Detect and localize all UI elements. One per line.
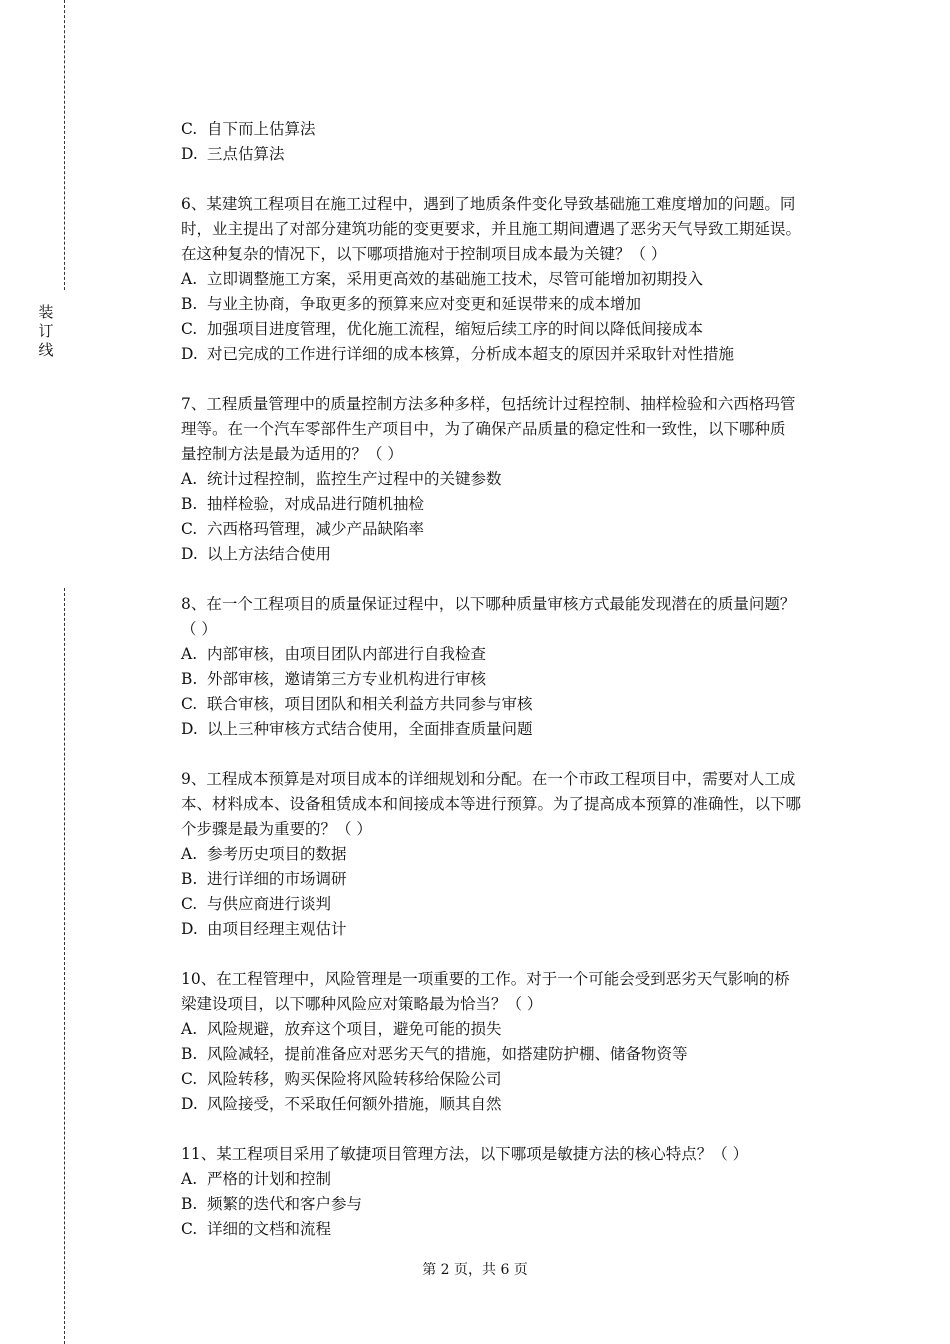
option-c: C. 联合审核，项目团队和相关利益方共同参与审核	[181, 695, 533, 713]
option-c: C. 与供应商进行谈判	[181, 895, 332, 913]
option-a: A. 内部审核，由项目团队内部进行自我检查	[181, 645, 487, 663]
option-b: B. 频繁的迭代和客户参与	[181, 1195, 363, 1213]
question-stem: 10、在工程管理中，风险管理是一项重要的工作。对于一个可能会受到恶劣天气影响的桥	[181, 970, 790, 988]
binding-dashed-line-bottom	[64, 588, 65, 1344]
binding-dashed-line-top	[64, 0, 65, 290]
option-a: A. 参考历史项目的数据	[181, 845, 347, 863]
question-9	[181, 767, 851, 942]
question-stem: 6、某建筑工程项目在施工过程中，遇到了地质条件变化导致基础施工难度增加的问题。同	[181, 195, 796, 213]
leading-options	[181, 117, 851, 167]
option-c: C. 加强项目进度管理，优化施工流程，缩短后续工序的时间以降低间接成本	[181, 320, 704, 338]
question-stem: 11、某工程项目采用了敏捷项目管理方法，以下哪项是敏捷方法的核心特点？（ ）	[181, 1145, 749, 1163]
option: D. 三点估算法	[181, 145, 285, 163]
option-d: D. 风险接受，不采取任何额外措施，顺其自然	[181, 1095, 502, 1113]
question-stem: 理等。在一个汽车零部件生产项目中，为了确保产品质量的稳定性和一致性，以下哪种质	[181, 420, 786, 438]
option-c: C. 详细的文档和流程	[181, 1220, 332, 1238]
binding-char: 线	[38, 341, 54, 359]
question-stem: 本、材料成本、设备租赁成本和间接成本等进行预算。为了提高成本预算的准确性，以下哪	[181, 795, 802, 813]
binding-label	[36, 303, 56, 360]
option-a: A. 风险规避，放弃这个项目，避免可能的损失	[181, 1020, 502, 1038]
option-d: D. 对已完成的工作进行详细的成本核算，分析成本超支的原因并采取针对性措施	[181, 345, 735, 363]
question-7	[181, 392, 851, 567]
option-c: C. 风险转移，购买保险将风险转移给保险公司	[181, 1070, 502, 1088]
option-a: A. 立即调整施工方案，采用更高效的基础施工技术，尽管可能增加初期投入	[181, 270, 704, 288]
option-b: B. 抽样检验，对成品进行随机抽检	[181, 495, 425, 513]
question-stem: 时，业主提出了对部分建筑功能的变更要求，并且施工期间遭遇了恶劣天气导致工期延误。	[181, 220, 802, 238]
binding-char: 订	[38, 322, 54, 340]
question-10	[181, 967, 851, 1117]
binding-char: 装	[38, 303, 54, 321]
option-a: A. 严格的计划和控制	[181, 1170, 332, 1188]
question-8	[181, 592, 851, 742]
option-a: A. 统计过程控制，监控生产过程中的关键参数	[181, 470, 502, 488]
option-c: C. 六西格玛管理，减少产品缺陷率	[181, 520, 425, 538]
option-b: B. 进行详细的市场调研	[181, 870, 347, 888]
question-11	[181, 1142, 851, 1242]
question-stem: （ ）	[181, 620, 217, 638]
option-b: B. 风险减轻，提前准备应对恶劣天气的措施，如搭建防护棚、储备物资等	[181, 1045, 688, 1063]
question-stem: 量控制方法是最为适用的？（ ）	[181, 445, 403, 463]
question-stem: 7、工程质量管理中的质量控制方法多种多样，包括统计过程控制、抽样检验和六西格玛管	[181, 395, 796, 413]
page-footer: 第 2 页，共 6 页	[422, 1262, 528, 1278]
exam-content	[181, 117, 851, 1242]
question-stem: 个步骤是最为重要的？（ ）	[181, 820, 372, 838]
question-stem: 9、工程成本预算是对项目成本的详细规划和分配。在一个市政工程项目中，需要对人工成	[181, 770, 796, 788]
option-d: D. 以上方法结合使用	[181, 545, 332, 563]
question-stem: 8、在一个工程项目的质量保证过程中，以下哪种质量审核方式最能发现潜在的质量问题？	[181, 595, 796, 613]
question-stem: 在这种复杂的情况下，以下哪项措施对于控制项目成本最为关键？（ ）	[181, 245, 667, 263]
question-stem: 梁建设项目，以下哪种风险应对策略最为恰当？（ ）	[181, 995, 543, 1013]
option-b: B. 与业主协商，争取更多的预算来应对变更和延误带来的成本增加	[181, 295, 642, 313]
option-b: B. 外部审核，邀请第三方专业机构进行审核	[181, 670, 487, 688]
question-6	[181, 192, 851, 367]
option-d: D. 以上三种审核方式结合使用，全面排查质量问题	[181, 720, 533, 738]
option-d: D. 由项目经理主观估计	[181, 920, 347, 938]
option: C. 自下而上估算法	[181, 120, 316, 138]
